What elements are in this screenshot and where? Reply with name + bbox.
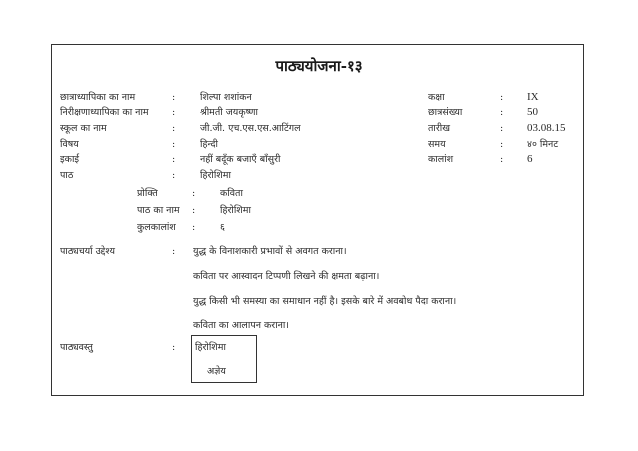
separator: :: [500, 154, 504, 165]
lesson-label: पाठ: [60, 170, 74, 181]
unit-label: इकाई: [60, 154, 80, 165]
supervisor-value: श्रीमती जयकृष्णा: [200, 107, 259, 118]
objective-item: युद्ध किसी भी समस्या का समाधान नहीं है। इसके बारे में अवबोध पैदा कराना।: [193, 296, 457, 307]
school-label: स्कूल का नाम: [60, 123, 107, 134]
student-count-value: 50: [527, 106, 538, 118]
date-label: तारीख: [428, 123, 450, 134]
time-value: ४० मिनट: [527, 139, 559, 150]
separator: :: [500, 92, 504, 103]
lesson-name-label: पाठ का नाम: [137, 205, 180, 216]
separator: :: [192, 222, 196, 233]
separator: :: [172, 170, 176, 181]
separator: :: [172, 92, 176, 103]
student-teacher-value: शिल्पा शशांकन: [200, 92, 252, 103]
separator: :: [500, 107, 504, 118]
school-value: जी.जी. एच.एस.एस.आटिंगल: [200, 123, 301, 134]
time-label: समय: [428, 139, 446, 150]
total-periods-label: कुलकालांश: [137, 222, 176, 233]
separator: :: [172, 342, 176, 353]
student-count-label: छात्रसंख्या: [428, 107, 463, 118]
subject-label: विषय: [60, 139, 79, 150]
objective-item: युद्ध के विनाशकारी प्रभावों से अवगत कराना।: [193, 246, 347, 257]
separator: :: [192, 188, 196, 199]
separator: :: [172, 123, 176, 134]
discourse-label: प्रोक्ति: [137, 188, 158, 199]
total-periods-value: ६: [220, 222, 225, 233]
class-value: IX: [527, 91, 539, 103]
separator: :: [172, 246, 176, 257]
separator: :: [192, 205, 196, 216]
lesson-value: हिरोशिमा: [200, 170, 231, 181]
objective-item: कविता का आलापन कराना।: [193, 320, 289, 331]
period-value: 6: [527, 153, 533, 165]
separator: :: [172, 107, 176, 118]
discourse-value: कविता: [220, 188, 243, 199]
objective-item: कविता पर आस्वादन टिप्पणी लिखने की क्षमता बढ़ाना।: [193, 271, 380, 282]
page-title: पाठ्ययोजना-१३: [275, 57, 363, 75]
student-teacher-label: छात्राध्यापिका का नाम: [60, 92, 136, 103]
separator: :: [500, 139, 504, 150]
content-label: पाठ्यवस्तु: [60, 342, 93, 353]
poet-name: अज्ञेय: [207, 366, 226, 377]
poem-title: हिरोशिमा: [195, 342, 226, 353]
date-value: 03.08.15: [527, 122, 566, 134]
unit-value: नहीं बदूँक बजाएँ बाँसुरी: [200, 154, 281, 165]
objectives-label: पाठ्यचर्या उद्देश्य: [60, 246, 115, 257]
class-label: कक्षा: [428, 92, 445, 103]
supervisor-label: निरीक्षणाध्यापिका का नाम: [60, 107, 149, 118]
lesson-name-value: हिरोशिमा: [220, 205, 251, 216]
subject-value: हिन्दी: [200, 139, 218, 150]
separator: :: [500, 123, 504, 134]
period-label: कालांश: [428, 154, 454, 165]
separator: :: [172, 139, 176, 150]
separator: :: [172, 154, 176, 165]
